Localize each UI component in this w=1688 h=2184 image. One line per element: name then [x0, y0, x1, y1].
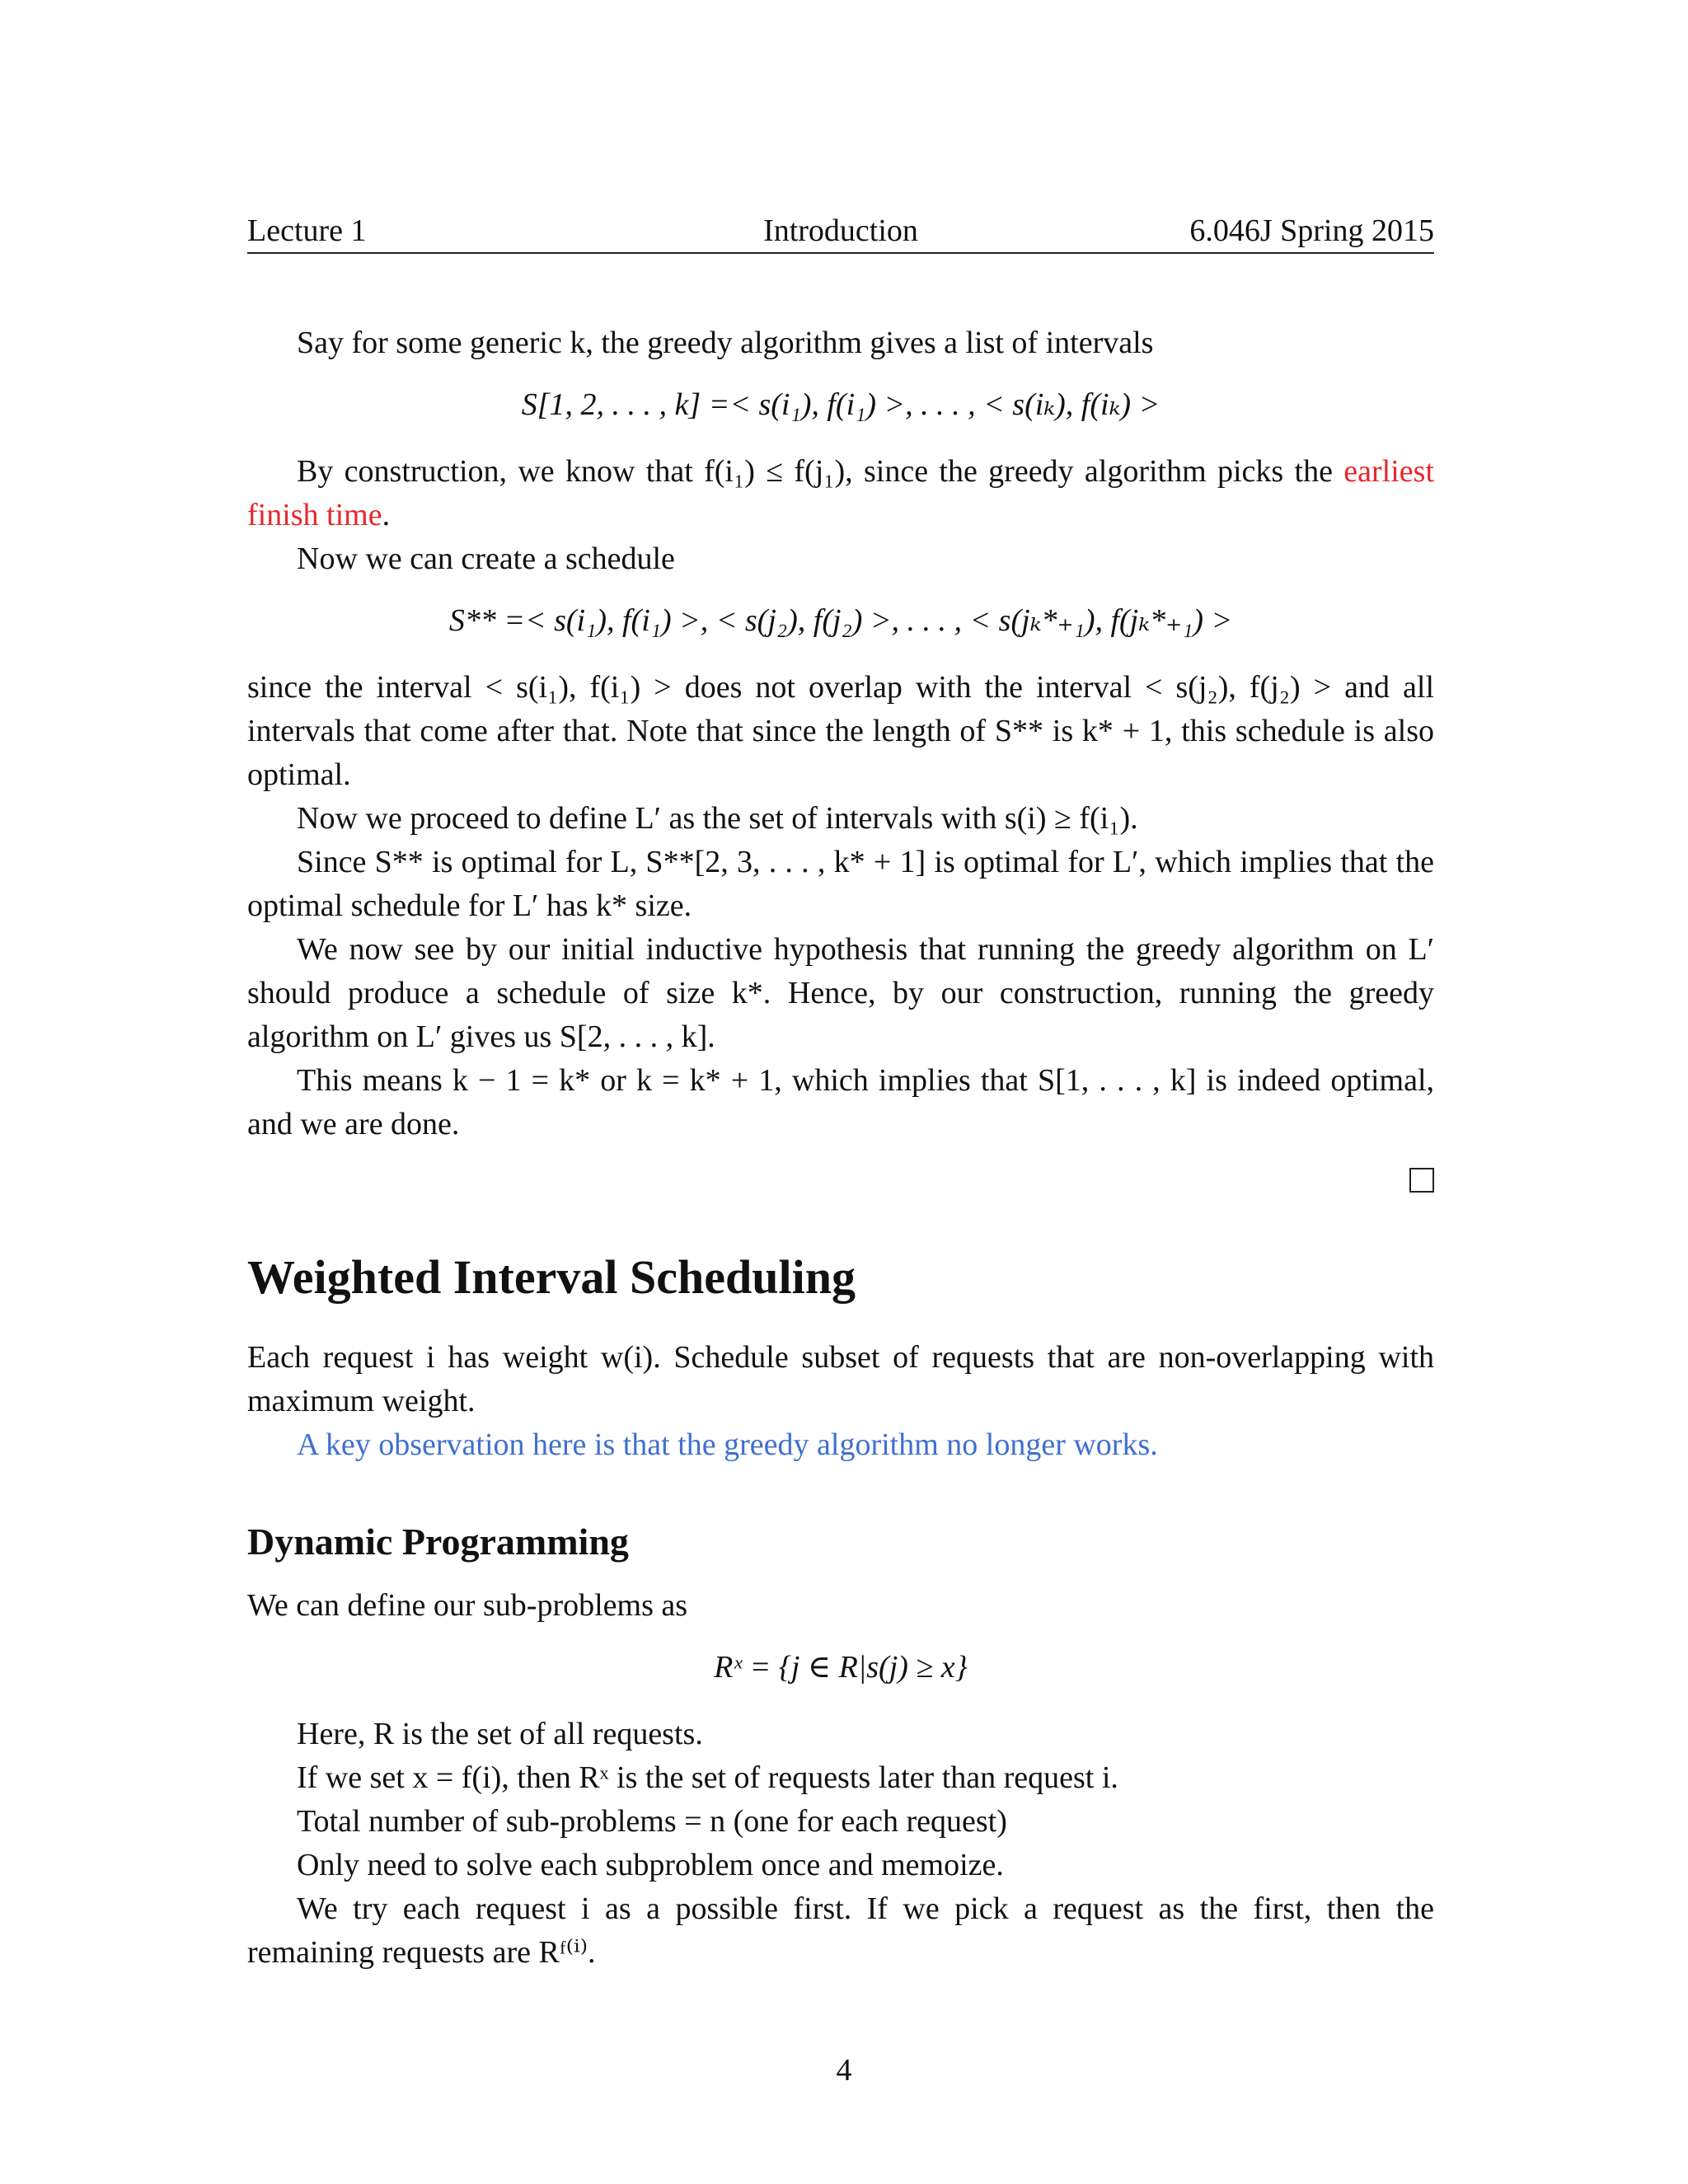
section-title: Weighted Interval Scheduling: [247, 1250, 856, 1304]
paragraph-try-each: We try each request i as a possible first. If we pick a request as the first, then the remaining requests are Rᶠ⁽ⁱ⁾.: [247, 1891, 1434, 1970]
paragraph-memoize: Only need to solve each subproblem once and memoize.: [297, 1848, 1004, 1882]
main-content: [247, 321, 1434, 1975]
paragraph-weight: Each request i has weight w(i). Schedule subset of requests that are non-overlapping with maximum weight.: [247, 1340, 1434, 1418]
paragraph-define-l-prime: Now we proceed to define L′ as the set of intervals with s(i) ≥ f(i₁).: [297, 801, 1138, 836]
paragraph-total-subproblems: Total number of sub-problems = n (one for each request): [297, 1804, 1007, 1839]
page-number: 4: [836, 2053, 852, 2088]
paragraph-no-overlap: since the interval < s(i₁), f(i₁) > does not overlap with the interval < s(j₂), f(j₂) > and all intervals that come after that. Note that since the length of S** is k* + 1, this schedule is also optimal.: [247, 670, 1434, 792]
paragraph-optimal-l-prime: Since S** is optimal for L, S**[2, 3, . . . , k* + 1] is optimal for L′, which implies that the optimal schedule for L′ has k* size.: [247, 845, 1434, 923]
qed-marker: [247, 1155, 1434, 1191]
page-header: [247, 208, 1434, 254]
paragraph-conclusion: This means k − 1 = k* or k = k* + 1, which implies that S[1, . . . , k] is indeed optimal, and we are done.: [247, 1063, 1434, 1141]
equation-greedy-list: S[1, 2, . . . , k] =< s(i₁), f(i₁) >, . . . , < s(iₖ), f(iₖ) >: [521, 387, 1160, 422]
qed-box-icon: [1409, 1168, 1434, 1193]
equation-subproblem-set: Rˣ = {j ∈ R|s(j) ≥ x}: [714, 1650, 968, 1685]
paragraph-set-x: If we set x = f(i), then Rˣ is the set of requests later than request i.: [297, 1760, 1118, 1795]
header-topic: Introduction: [763, 213, 918, 248]
paragraph-here-r: Here, R is the set of all requests.: [297, 1717, 703, 1751]
header-lecture: Lecture 1: [247, 213, 367, 248]
earliest-finish-time-highlight: earliest finish time: [247, 454, 1435, 532]
subsection-title: Dynamic Programming: [247, 1521, 629, 1563]
paragraph-key-observation: A key observation here is that the greedy algorithm no longer works.: [297, 1427, 1158, 1462]
construction-period: .: [382, 498, 391, 532]
paragraph-generic-k: Say for some generic k, the greedy algorithm gives a list of intervals: [297, 326, 1154, 360]
paragraph-subproblems: We can define our sub-problems as: [247, 1588, 688, 1623]
header-course: 6.046J Spring 2015: [1189, 213, 1434, 248]
construction-text: By construction, we know that f(i₁) ≤ f(j₁), since the greedy algorithm picks the: [297, 454, 1333, 489]
paragraph-create-schedule: Now we can create a schedule: [297, 541, 675, 576]
paragraph-construction: [247, 450, 1434, 537]
paragraph-inductive-hypothesis: We now see by our initial inductive hypothesis that running the greedy algorithm on L′ should produce a schedule of size k*. Hence, by our construction, running the greedy algorithm on L′ gives us S[2, . . . , k].: [247, 932, 1434, 1054]
equation-new-schedule: S** =< s(i₁), f(i₁) >, < s(j₂), f(j₂) >, . . . , < s(jₖ*₊₁), f(jₖ*₊₁) >: [448, 603, 1233, 638]
